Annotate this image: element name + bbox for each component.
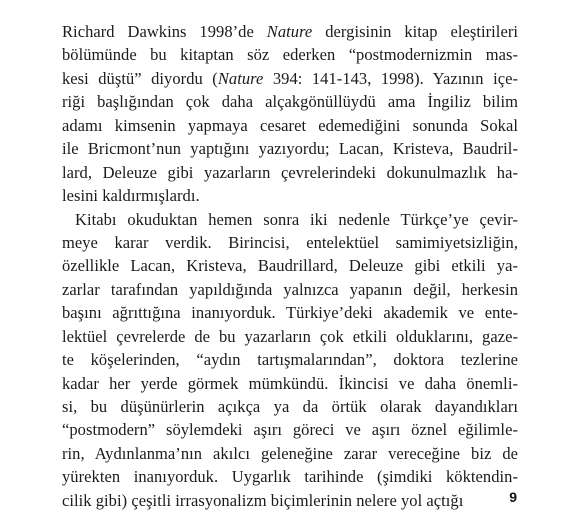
text-line	[62, 489, 518, 512]
paragraph	[62, 20, 518, 208]
text-line	[62, 90, 518, 113]
text-segment: adamı kimsenin yapmaya cesaret edemediğini sonunda Sokal	[62, 115, 518, 135]
text-line	[62, 208, 518, 231]
text-line	[62, 43, 518, 66]
text-segment: başını ağrıttığına inanıyorduk. Türkiye’deki akademik ve ente-	[62, 303, 518, 323]
body-text	[62, 20, 518, 512]
text-segment: rin, Aydınlanma’nın akılcı geleneğine zarar vereceğine biz de	[62, 443, 518, 463]
text-line	[62, 67, 518, 90]
text-segment: 394: 141-143, 1998). Yazının içe-	[263, 68, 519, 88]
text-line	[62, 278, 518, 301]
text-segment: kadar her yerde görmek mümkündü. İkincisi ve daha önemli-	[62, 373, 518, 393]
text-segment: lesini kaldırmışlardı.	[62, 186, 200, 206]
page-number: 9	[509, 489, 517, 505]
paragraph	[62, 208, 518, 513]
text-line	[62, 137, 518, 160]
text-line	[62, 465, 518, 488]
text-segment: meye karar verdik. Birincisi, entelektüel samimiyetsizliğin,	[62, 232, 518, 252]
text-line	[62, 325, 518, 348]
text-line	[62, 372, 518, 395]
text-segment: si, bu düşünürlerin açıkça ya da örtük olarak dayandıkları	[62, 397, 518, 416]
text-line	[62, 348, 518, 371]
text-segment: lektüel çevrelerde de bu yazarların çok etkili olduklarını, gaze-	[62, 326, 518, 346]
text-line	[62, 161, 518, 184]
text-segment: yürekten inanıyorduk. Uygarlık tarihinde (şimdiki köktendin-	[62, 467, 518, 487]
italic-text: Nature	[266, 22, 313, 41]
text-line	[62, 418, 518, 441]
text-line	[62, 20, 518, 43]
text-segment: bölümünde bu kitaptan söz ederken “postmodernizmin mas-	[62, 45, 518, 65]
text-segment: ile Bricmont’nun yaptığını yazıyordu; Lacan, Kristeva, Baudril-	[62, 139, 518, 159]
text-line	[62, 184, 518, 207]
text-segment: Richard Dawkins 1998’de	[62, 22, 267, 41]
text-segment: Kitabı okuduktan hemen sonra iki nedenle Türkçe’ye çevir-	[75, 209, 518, 229]
text-segment: “postmodern” söylemdeki aşırı göreci ve aşırı öznel eğilimle-	[62, 420, 518, 440]
text-line	[62, 254, 518, 277]
text-segment: te köşelerinden, “aydın tartışmalarından”, doktora tezlerine	[62, 350, 518, 370]
text-segment: zarlar tarafından yapıldığında yalnızca yapanın değil, herkesin	[62, 279, 518, 299]
text-segment: kesi düştü” diyordu (	[62, 68, 218, 88]
text-segment: özellikle Lacan, Kristeva, Baudrillard, Deleuze gibi etkili ya-	[62, 256, 518, 276]
text-segment: riği başlığından çok daha alçakgönüllüydü ama İngiliz bilim	[62, 92, 518, 112]
text-segment: cilik gibi) çeşitli irrasyonalizm biçimlerinin nelere yol açtığı	[62, 490, 464, 510]
text-segment: dergisinin kitap eleştirileri	[312, 22, 518, 41]
text-line	[62, 395, 518, 418]
text-segment: lard, Deleuze gibi yazarların çevrelerindeki dokunulmazlık ha-	[62, 162, 518, 182]
text-line	[62, 442, 518, 465]
text-line	[62, 301, 518, 324]
italic-text: Nature	[217, 68, 264, 88]
text-line	[62, 114, 518, 137]
text-line	[62, 231, 518, 254]
